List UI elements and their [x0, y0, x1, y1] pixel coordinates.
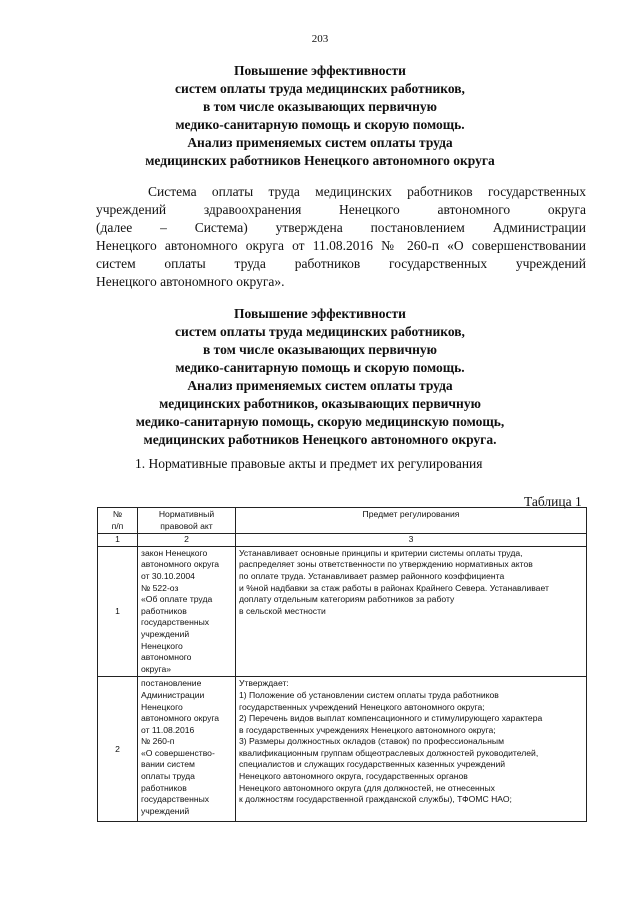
act-line: государственных [141, 617, 210, 628]
heading-line: систем оплаты труда медицинских работников, [175, 81, 465, 96]
act-line: от 30.10.2004 [141, 570, 195, 581]
intro-paragraph [96, 183, 586, 291]
row-subject-content [239, 678, 583, 820]
subject-line: Ненецкого автономного округа (для должностей, не отнесенных [239, 782, 495, 793]
subject-line: в государственных учреждениях Ненецкого автономного округа; [239, 724, 496, 735]
act-line: автономного округа [141, 713, 220, 724]
act-line: автономного округа [141, 559, 220, 570]
act-line: № 522-оз [141, 582, 179, 593]
subject-line: Утверждает: [239, 678, 289, 689]
subject-line: 3) Размеры должностных окладов (ставок) по профессиональным [239, 736, 504, 747]
heading-line: медико-санитарную помощь и скорую помощь. [175, 360, 465, 375]
act-line: учреждений [141, 805, 190, 816]
heading-line: медицинских работников Ненецкого автономного округа [145, 153, 495, 168]
subject-line: доплату отдельным категориям работников за работу [239, 594, 455, 605]
act-line: вании систем [141, 759, 195, 770]
regulations-table [97, 507, 587, 822]
subject-line: распределяет зоны ответственности по утверждению нормативных актов [239, 559, 533, 570]
row-subject [236, 546, 587, 677]
subject-line: Устанавливает основные принципы и критерии системы оплаты труда, [239, 547, 523, 558]
subject-line: к должностям государственной гражданской службы), ТФОМС НАО; [239, 794, 512, 805]
act-line: государственных [141, 794, 210, 805]
heading-line: в том числе оказывающих первичную [202, 99, 437, 114]
act-line: от 11.08.2016 [141, 724, 195, 735]
header-number-line: п/п [111, 520, 124, 531]
column-number-row [98, 534, 587, 547]
heading-line: медико-санитарную помощь и скорую помощь. [175, 117, 465, 132]
table-row [98, 546, 587, 677]
heading-line: Повышение эффективности [234, 306, 406, 321]
heading-line: Анализ применяемых систем оплаты труда [187, 378, 453, 393]
subject-line: и %ной надбавки за стаж работы в районах Крайнего Севера. Устанавливает [239, 582, 549, 593]
section-title: 1. Нормативные правовые акты и предмет их регулирования [135, 456, 483, 471]
act-line: постановление [141, 678, 202, 689]
act-line: «О совершенство- [141, 747, 215, 758]
column-number: 1 [98, 534, 138, 547]
heading-line: медицинских работников Ненецкого автономного округа. [143, 432, 497, 447]
header-number [98, 508, 138, 534]
subject-line: в сельской местности [239, 605, 326, 616]
paragraph-line: (далее – Система) утверждена постановлением Администрации [96, 220, 586, 235]
header-subject: Предмет регулирования [236, 508, 587, 534]
row-subject [236, 677, 587, 822]
act-line: оплаты труда [141, 771, 195, 782]
act-line: учреждений [141, 628, 190, 639]
heading-line: в том числе оказывающих первичную [202, 342, 437, 357]
column-number: 2 [138, 534, 236, 547]
row-index: 1 [98, 546, 138, 677]
row-act [138, 677, 236, 822]
row-act-content [141, 678, 232, 820]
act-line: автономного [141, 652, 192, 663]
subject-line: 1) Положение об установлении систем оплаты труда работников [239, 689, 499, 700]
page-number: 203 [311, 33, 329, 45]
row-index: 2 [98, 677, 138, 822]
subject-line: квалификационным группам общеотраслевых должностей руководителей, [239, 747, 539, 758]
row-act [138, 546, 236, 677]
column-number: 3 [236, 534, 587, 547]
heading-payment-systems [0, 62, 640, 170]
header-act [138, 508, 236, 534]
subject-line: государственных учреждений Ненецкого автономного округа; [239, 701, 485, 712]
header-act-line: Нормативный [158, 509, 215, 519]
act-line: закон Ненецкого [141, 547, 208, 558]
act-line: «Об оплате труда [141, 594, 213, 605]
paragraph-line: Ненецкого автономного округа». [96, 274, 285, 289]
heading-primary-care-analysis [0, 305, 640, 449]
heading-line: медико-санитарную помощь, скорую медицинскую помощь, [135, 414, 505, 429]
heading-line: систем оплаты труда медицинских работников, [175, 324, 465, 339]
paragraph-line: учреждений здравоохранения Ненецкого автономного округа [96, 202, 586, 217]
act-line: № 260-п [141, 736, 175, 747]
act-line: Ненецкого [141, 701, 183, 712]
table-header-row [98, 508, 587, 534]
act-line: Администрации [141, 689, 205, 700]
table-row [98, 677, 587, 822]
paragraph-line: Ненецкого автономного округа от 11.08.2016 № 260-п «О совершенствовании [96, 238, 586, 253]
heading-line: Анализ применяемых систем оплаты труда [187, 135, 453, 150]
act-line: округа» [141, 663, 172, 674]
act-line: работников [141, 605, 187, 616]
heading-line: Повышение эффективности [234, 63, 406, 78]
act-line: Ненецкого [141, 640, 183, 651]
subject-line: Ненецкого автономного округа, государственных органов [239, 771, 468, 782]
header-act-line: правовой акт [160, 520, 213, 531]
header-number-line: № [112, 509, 123, 519]
subject-line: специалистов и служащих государственных казенных учреждений [239, 759, 506, 770]
subject-line: по оплате труда. Устанавливает размер районного коэффициента [239, 570, 505, 581]
paragraph-line: Система оплаты труда медицинских работников государственных [148, 184, 586, 199]
subject-line: 2) Перечень видов выплат компенсационного и стимулирующего характера [239, 713, 543, 724]
table-caption: Таблица 1 [524, 494, 582, 509]
act-line: работников [141, 782, 187, 793]
heading-line: медицинских работников, оказывающих первичную [159, 396, 481, 411]
paragraph-line: систем оплаты труда работников государственных учреждений [96, 256, 586, 271]
